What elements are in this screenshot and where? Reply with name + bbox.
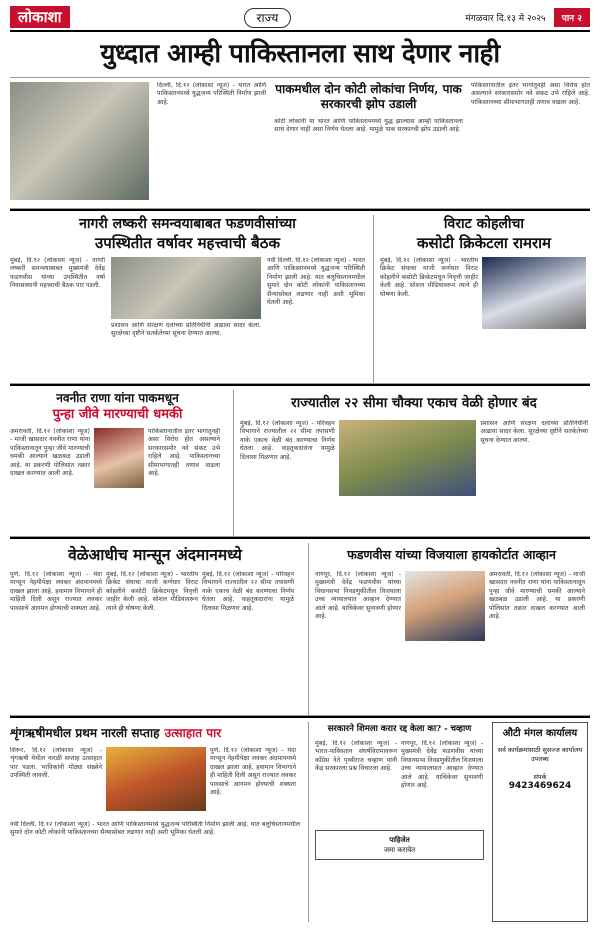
story5-body-b: प्रशासन आणि संरक्षण दलांच्या प्रतिनिधींनी आढावा सादर केला. सुरक्षेच्या दृष्टीने सतर्कतेच्या सूचना देण्यात आल्या. bbox=[480, 420, 588, 444]
wanted-notice bbox=[315, 830, 484, 860]
story2-headline-1: नागरी लष्करी समन्वयाबाबत फडणवीसांच्या bbox=[79, 216, 296, 232]
story4-headline-1: नवनीत राणा यांना पाकमधून bbox=[56, 391, 179, 405]
story9-body: मुंबई, दि.१२ (लोकाशा न्यूज) - भारत-पाकिस्तान संघर्षविरामावरून काँग्रेस नेते पृथ्वीराज चव्हाण यांनी केंद्र सरकारला प्रश्न विचारला आहे. bbox=[315, 740, 397, 773]
story3-body: मुंबई, दि.१२ (लोकाशा न्यूज) - भारतीय क्रिकेट संघाचा माजी कर्णधार विराट कोहलीने कसोटी क्रिकेटमधून निवृत्ती जाहीर केली आहे. सोशल मीडियावरून त्याने ही घोषणा केली. bbox=[380, 257, 478, 298]
story9-headline: सरकारने शिमला करार रद्द केला का? - चव्हाण bbox=[327, 724, 472, 734]
advertisement bbox=[492, 722, 588, 922]
wanted-body: जमा करावेत bbox=[383, 846, 416, 854]
story5-body: मुंबई, दि.१२ (लोकाशा न्यूज) - परिवहन विभागाने राज्यातील २२ सीमा तपासणी नाके एकाच वेळी बंद करण्याचा निर्णय घेतला आहे. वाहतूकदारांना यामुळे दिलासा मिळणार आहे. bbox=[240, 420, 335, 461]
lead-story bbox=[10, 82, 590, 206]
story2-headline-2: उपस्थितीत वर्षावर महत्त्वाची बैठक bbox=[95, 234, 280, 252]
ad-body: सर्व कार्यक्रमांसाठी सुसज्ज कार्यालय उपलब्ध bbox=[497, 746, 583, 763]
missile-debris-photo bbox=[10, 82, 149, 200]
story-shimla-agreement bbox=[308, 722, 484, 922]
story6-body-c: मुंबई, दि.१२ (लोकाशा न्यूज) - परिवहन विभागाने राज्यातील २२ सीमा तपासणी नाके एकाच वेळी बंद करण्याचा निर्णय घेतला आहे. वाहतूकदारांना यामुळे दिलासा मिळणार आहे. bbox=[202, 571, 294, 612]
story7-body: नागपूर, दि.१२ (लोकाशा न्यूज) - मुख्यमंत्री देवेंद्र फडणवीस यांच्या विधानसभा निवडणुकीतील विजयाला उच्च न्यायालयात आव्हान देण्यात आले आहे. याचिकेवर सुनावणी होणार आहे. bbox=[315, 571, 401, 621]
story5-headline: राज्यातील २२ सीमा चौक्या एकाच वेळी होणार बंद bbox=[291, 395, 537, 411]
story4-body-b: पाकिस्तानातील इतर भागांतूनही असा विरोध होत असल्याने सरकारसमोर नवे संकट उभे राहिले आहे. पाकिस्तानच्या सीमाभागातही तणाव वाढला आहे. bbox=[148, 428, 220, 478]
story8-headline-a: शृंगऋषीमधील प्रथम नारली सप्ताह bbox=[10, 726, 160, 740]
story3-headline-2: कसोटी क्रिकेटला रामराम bbox=[417, 234, 551, 252]
story4-headline-2: पुन्हा जीवे मारण्याची धमकी bbox=[52, 407, 183, 422]
kohli-photo bbox=[482, 257, 586, 329]
story3-headline-1: विराट कोहलीचा bbox=[443, 216, 525, 232]
lead-headline: युध्दात आम्ही पाकिस्तानला साथ देणार नाही bbox=[10, 32, 590, 78]
story8-headline-b: उत्साहात पार bbox=[164, 726, 222, 740]
section-label: राज्य bbox=[244, 8, 292, 28]
story9-body-b: नागपूर, दि.१२ (लोकाशा न्यूज) - मुख्यमंत्री देवेंद्र फडणवीस यांच्या विधानसभा निवडणुकीतील विजयाला उच्च न्यायालयात आव्हान देण्यात आले आहे. याचिकेवर सुनावणी होणार आहे. bbox=[401, 740, 483, 790]
fadnavis-photo bbox=[405, 571, 485, 641]
story-navneet-rana bbox=[10, 390, 225, 536]
masthead bbox=[10, 4, 590, 32]
ad-contact-label: संपर्क bbox=[533, 773, 547, 781]
story8-body: शिरूर, दि.१२ (लोकाशा न्यूज) - शृंगऋषी येथील नारळी सप्ताह उत्साहात पार पडला. भाविकांनी मोठ्या संख्येने उपस्थिती लावली. bbox=[10, 747, 102, 780]
lead-subhead: पाकमधील दोन कोटी लोकांचा निर्णय, पाक सरकारची झोप उडाली bbox=[275, 82, 462, 111]
wanted-title: पाहिजेत bbox=[389, 836, 410, 844]
story4-body: अमरावती, दि.१२ (लोकाशा न्यूज) - माजी खासदार नवनीत राणा यांना पाकिस्तानातून पुन्हा जीवे मारण्याची धमकी आल्याने खळबळ उडाली आहे. या प्रकरणी पोलिसांत तक्रार दाखल करण्यात आली आहे. bbox=[10, 428, 90, 478]
story-monsoon bbox=[10, 543, 300, 715]
meeting-photo bbox=[111, 257, 261, 319]
ad-title: औटी मंगल कार्यालय bbox=[502, 728, 578, 739]
lead-dateline: दिल्ली, दि.१२ (लोकाशा न्यूज) - भारत आणि पाकिस्तानमध्ये युद्धजन्य परिस्थिती निर्माण झाली आहे. bbox=[157, 82, 267, 106]
story2-body-b: प्रशासन आणि संरक्षण दलांच्या प्रतिनिधींनी आढावा सादर केला. सुरक्षेच्या दृष्टीने सतर्कतेच्या सूचना देण्यात आल्या. bbox=[111, 322, 261, 338]
story8-body-c: नवी दिल्ली, दि.१२ (लोकाशा न्यूज) - भारत आणि पाकिस्तानमध्ये युद्धजन्य परिस्थिती निर्माण झाली आहे. यात बलुचिस्तानमधील सुमारे दोन कोटी लोकांनी पाकिस्तानच्या सैन्यासोबत लढणार नाही अशी भूमिका घेतली आहे. bbox=[10, 821, 300, 837]
story-security-meeting bbox=[10, 215, 365, 383]
story-virat-kohli bbox=[373, 215, 588, 383]
story2-body-a: मुंबई, दि.१२ (लोकाशा न्यूज) - नागरी लष्करी समन्वयाबाबत मुख्यमंत्री देवेंद्र फडणवीस यांच्या उपस्थितीत वर्षा निवासस्थानी महत्त्वाची बैठक पार पडली. bbox=[10, 257, 105, 290]
story8-body-b: पुणे, दि.१२ (लोकाशा न्यूज) - यंदा मान्सून नेहमीपेक्षा लवकर अंदमानमध्ये दाखल झाला आहे. हवामान विभागाने ही माहिती दिली असून राज्यात लवकर पावसाचे आगमन होण्याची शक्यता आहे. bbox=[210, 747, 296, 797]
story6-headline: वेळेआधीच मान्सून अंदमानमध्ये bbox=[68, 545, 242, 564]
masthead-date: मंगळवार दि.१३ मे २०२५ bbox=[465, 13, 546, 24]
story7-body-b: अमरावती, दि.१२ (लोकाशा न्यूज) - माजी खासदार नवनीत राणा यांना पाकिस्तानातून पुन्हा जीवे मारण्याची धमकी आल्याने खळबळ उडाली आहे. या प्रकरणी पोलिसांत तक्रार दाखल करण्यात आली आहे. bbox=[489, 571, 585, 621]
checkpost-photo bbox=[339, 420, 477, 496]
story-narali-saptah bbox=[10, 722, 300, 922]
story-fadnavis-court bbox=[308, 543, 588, 715]
rana-photo bbox=[94, 428, 144, 488]
ad-phone: 9423469624 bbox=[508, 781, 572, 791]
page-number: पान २ bbox=[554, 8, 590, 27]
story7-headline: फडणवीस यांच्या विजयाला हायकोर्टात आव्हान bbox=[347, 547, 556, 562]
newspaper-logo: लोकाशा bbox=[10, 6, 70, 28]
lead-body-b: कोटी लोकांनी या भारत आणि पाकिस्तानमध्ये युद्ध झाल्यास आम्ही पाकिस्तानला साथ देणार नाही असा निर्णय घेतला आहे. यामुळे पाक सरकारची झोप उडाली आहे. bbox=[274, 118, 463, 134]
story6-body: पुणे, दि.१२ (लोकाशा न्यूज) - यंदा मान्सून नेहमीपेक्षा लवकर अंदमानमध्ये दाखल झाला आहे. हवामान विभागाने ही माहिती दिली असून राज्यात लवकर पावसाचे आगमन होण्याची शक्यता आहे. bbox=[10, 571, 102, 612]
story2-body-c: नवी दिल्ली, दि.१२ (लोकाशा न्यूज) - भारत आणि पाकिस्तानमध्ये युद्धजन्य परिस्थिती निर्माण झाली आहे. यात बलुचिस्तानमधील सुमारे दोन कोटी लोकांनी पाकिस्तानच्या सैन्यासोबत लढणार नाही अशी भूमिका घेतली आहे. bbox=[267, 257, 365, 307]
lead-body-c: पाकिस्तानातील इतर भागांतूनही असा विरोध होत असल्याने सरकारसमोर नवे संकट उभे राहिले आहे. पाकिस्तानच्या सीमाभागातही तणाव वाढला आहे. bbox=[470, 82, 590, 106]
story6-body-b: मुंबई, दि.१२ (लोकाशा न्यूज) - भारतीय क्रिकेट संघाचा माजी कर्णधार विराट कोहलीने कसोटी क्रिकेटमधून निवृत्ती जाहीर केली आहे. सोशल मीडियावरून त्याने ही घोषणा केली. bbox=[106, 571, 198, 612]
story-border-posts bbox=[233, 390, 588, 536]
saptah-photo bbox=[106, 747, 206, 811]
